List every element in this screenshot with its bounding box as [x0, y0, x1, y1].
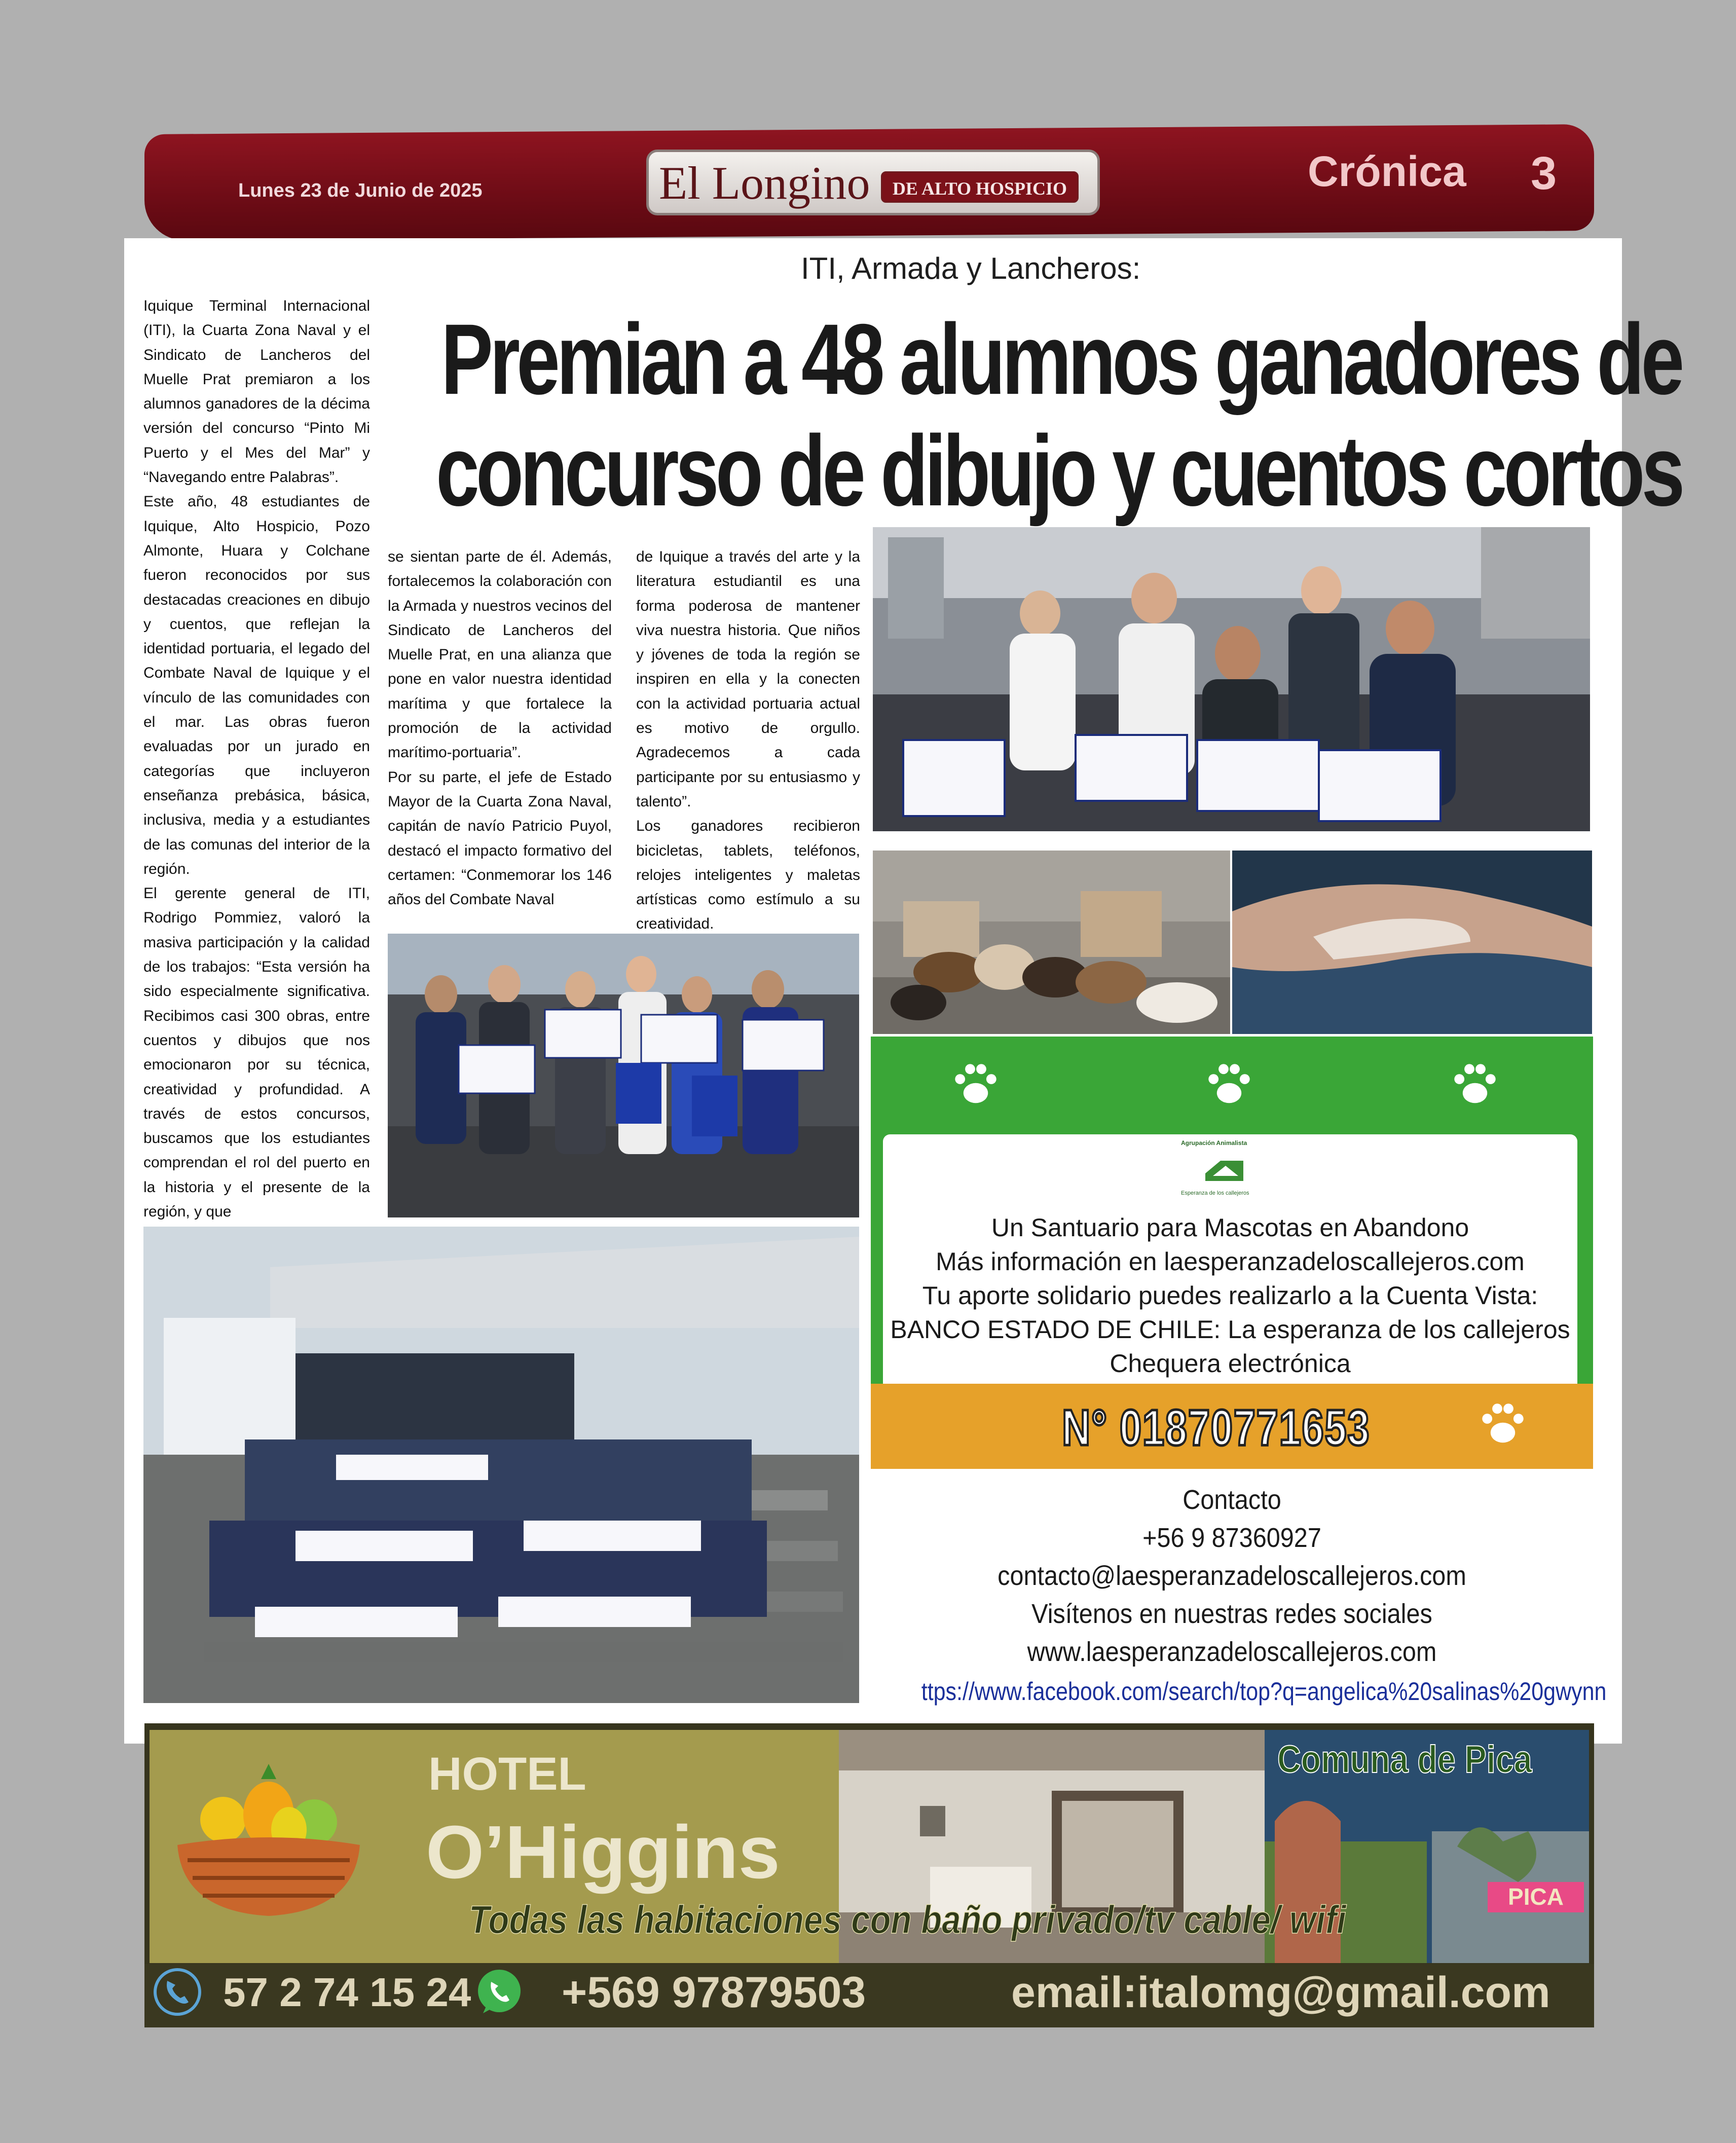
article-column-2 [388, 545, 612, 912]
contact-website[interactable]: www.laesperanzadeloscallejeros.com [1027, 1637, 1437, 1667]
pet-ad-line: Un Santuario para Mascotas en Abandono [991, 1213, 1469, 1242]
hotel-phone[interactable]: 57 2 74 15 24 [223, 1970, 471, 2015]
hotel-label: HOTEL [428, 1748, 586, 1800]
org-tagline: Esperanza de los callejeros [1181, 1190, 1249, 1196]
pica-sign-text: PICA [1508, 1883, 1564, 1910]
org-name: Agrupación Animalista [1181, 1139, 1247, 1147]
paw-print-icon [1201, 1057, 1257, 1113]
issue-date: Lunes 23 de Junio de 2025 [238, 180, 483, 201]
masthead-subtitle: DE ALTO HOSPICIO [881, 171, 1079, 203]
shelter-logo-icon [1200, 1153, 1248, 1189]
paragraph: Este año, 48 estudiantes de Iquique, Alto Hospicio, Pozo Almonte, Huara y Colchane fueron reconocidos por sus destacadas creaciones en dibujo y cuentos, que reflejan la identidad portuaria, el legado del Combate Naval de Iquique y el vínculo de las comunidades con el mar. Las obras fueron evaluadas por un jurado en categorías que incluyeron enseñanza prebásica, básica, inclusiva, media y a estudiantes de las comunas del interior de la región. [143, 493, 370, 877]
photo-hand-and-paw [1232, 851, 1592, 1034]
contact-facebook-link[interactable]: ttps://www.facebook.com/search/top?q=angelica%20salinas%20gwynn [921, 1677, 1607, 1706]
paragraph: se sientan parte de él. Además, fortalecemos la colaboración con la Armada y nuestros vecinos del Sindicato de Lancheros del Muelle Prat, en una alianza que pone en valor nuestra identidad marítima y que fortalece la promoción de la actividad marítimo-portuaria”. [388, 548, 612, 761]
fruit-basket-icon [167, 1759, 370, 1926]
article-column-1 [143, 294, 370, 1224]
photo-officials-and-winners [873, 527, 1590, 831]
pet-ad-line: BANCO ESTADO DE CHILE: La esperanza de los callejeros [890, 1315, 1570, 1344]
photo-dogs-shelter [873, 851, 1230, 1034]
photo-students-with-certificates [388, 934, 859, 1217]
article-kicker: ITI, Armada y Lancheros: [801, 251, 1141, 285]
pica-label: Comuna de Pica [1277, 1738, 1532, 1781]
paw-print-icon [1447, 1057, 1503, 1113]
paragraph: Iquique Terminal Internacional (ITI), la Cuarta Zona Naval y el Sindicato de Lancheros del Muelle Prat premiaron a los alumnos ganadores de la décima versión del concurso “Pinto Mi Puerto y el Mes del Mar” y “Navegando entre Palabras”. [143, 298, 370, 486]
headline-line-1: Premian a 48 alumnos ganadores de [441, 303, 1681, 415]
pet-ad-line: Más información en laesperanzadeloscallejeros.com [936, 1247, 1525, 1276]
contact-social: Visítenos en nuestras redes sociales [1031, 1599, 1432, 1629]
hotel-tagline: Todas las habitaciones con baño privado/tv cable/ wifi [469, 1897, 1346, 1942]
hotel-whatsapp[interactable]: +569 97879503 [562, 1968, 866, 2017]
page-number: 3 [1531, 147, 1557, 199]
pet-ad-line: Chequera electrónica [1110, 1349, 1351, 1378]
paragraph: El gerente general de ITI, Rodrigo Pommiez, valoró la masiva participación y la calidad de los trabajos: “Esta versión ha sido especialmente significativa. Recibimos casi 300 obras, entre cuentos y dibujos que nos emocionaron por su técnica, creatividad y profundidad. A través de estos concursos, buscamos que los estudiantes comprendan el rol del puerto en la historia y el presente de la región, y que [143, 885, 370, 1220]
paragraph: de Iquique a través del arte y la literatura estudiantil es una forma poderosa de mantener viva nuestra historia. Que niños y jóvenes de toda la región se inspiren en ella y la conecten con la actividad portuaria actual es motivo de orgullo. Agradecemos a cada participante por su entusiasmo y talento”. [636, 548, 860, 810]
photo-group-on-stairs [143, 1227, 859, 1703]
contact-email[interactable]: contacto@laesperanzadeloscallejeros.com [998, 1561, 1466, 1591]
article-column-3 [636, 545, 860, 937]
bank-account-number: N° 01870771653 [1062, 1399, 1371, 1456]
hotel-email[interactable]: email:italomg@gmail.com [1011, 1968, 1550, 2017]
phone-icon [152, 1967, 203, 2017]
headline-line-2: concurso de dibujo y cuentos cortos [436, 415, 1682, 527]
paw-print-icon [948, 1057, 1004, 1113]
hotel-name: O’Higgins [426, 1811, 780, 1894]
section-name: Crónica [1308, 147, 1466, 195]
contact-phone: +56 9 87360927 [1142, 1523, 1321, 1553]
pet-ad-line: Tu aporte solidario puedes realizarlo a la Cuenta Vista: [922, 1281, 1538, 1310]
paragraph: Por su parte, el jefe de Estado Mayor de la Cuarta Zona Naval, capitán de navío Patricio Puyol, destacó el impacto formativo del certamen: “Conmemorar los 146 años del Combate Naval [388, 768, 612, 908]
masthead-title: El Longino [659, 157, 870, 209]
contact-heading: Contacto [1183, 1485, 1281, 1515]
paw-print-icon [1475, 1396, 1531, 1452]
paragraph: Los ganadores recibieron bicicletas, tablets, teléfonos, relojes inteligentes y maletas artísticas como estímulo a su creatividad. [636, 818, 860, 933]
whatsapp-icon [474, 1967, 525, 2017]
